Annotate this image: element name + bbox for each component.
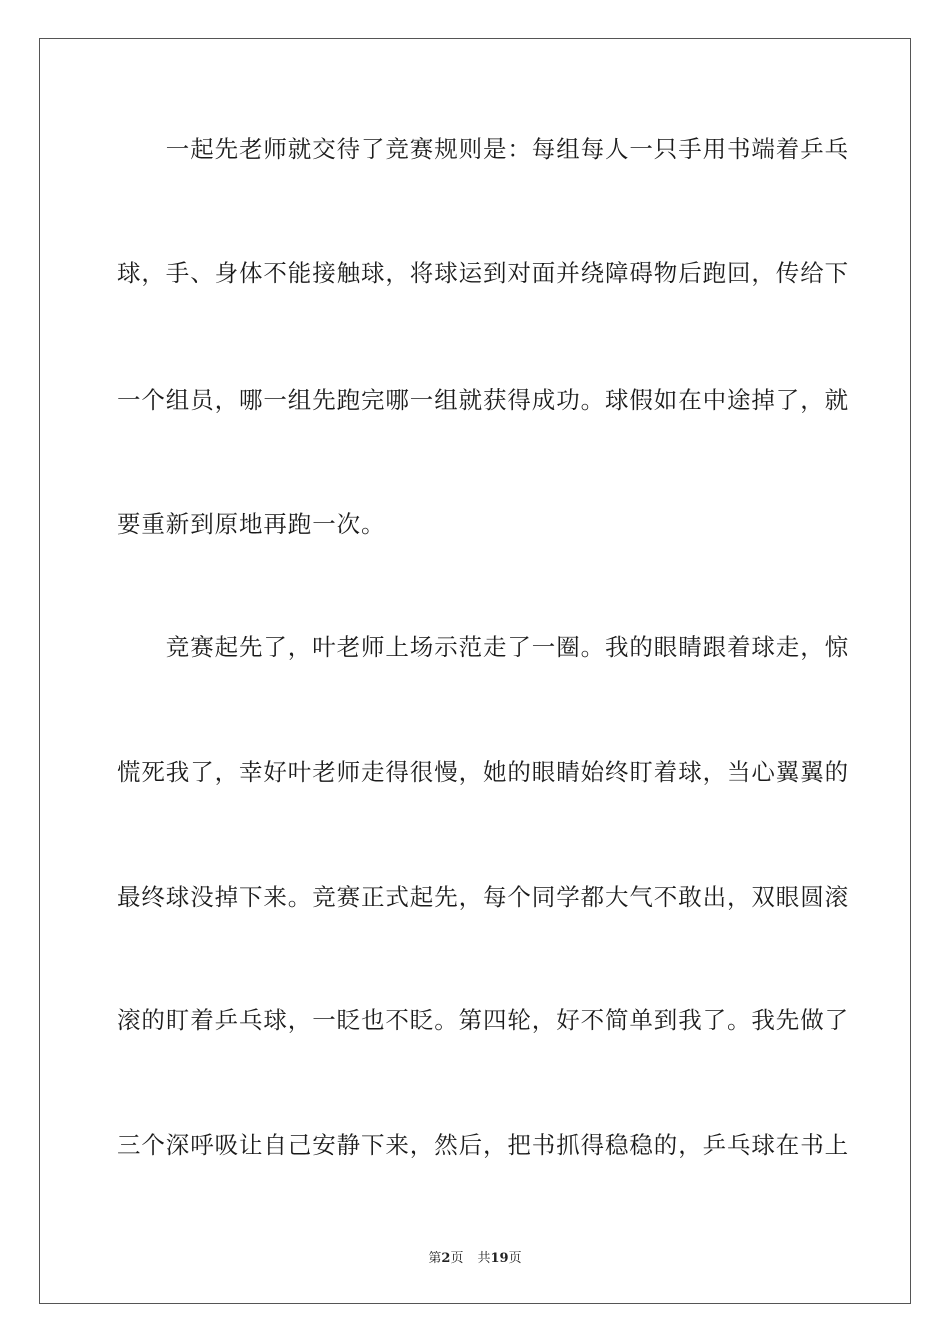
page-footer [0,1247,950,1266]
page-suffix: 页 [450,1251,464,1266]
total-suffix: 页 [508,1251,522,1266]
text-line-3: 一个组员，哪一组先跑完哪一组就获得成功。球假如在中途掉了，就 [117,386,849,414]
total-pages: 19 [490,1251,509,1266]
text-line-1: 一起先老师就交待了竞赛规则是：每组每人一只手用书端着乒乓 [117,135,849,163]
text-line-4: 要重新到原地再跑一次。 [117,510,386,538]
page-number: 2 [441,1251,451,1266]
text-line-5: 竞赛起先了，叶老师上场示范走了一圈。我的眼睛跟着球走，惊 [117,633,849,661]
page-prefix: 第 [428,1251,442,1266]
text-line-8: 滚的盯着乒乓球，一眨也不眨。第四轮，好不简单到我了。我先做了 [117,1006,849,1034]
text-line-6: 慌死我了，幸好叶老师走得很慢，她的眼睛始终盯着球，当心翼翼的 [117,758,849,786]
text-line-9: 三个深呼吸让自己安静下来，然后，把书抓得稳稳的，乒乓球在书上 [117,1131,849,1159]
total-prefix: 共 [477,1251,491,1266]
page-frame [39,38,911,1304]
text-line-2: 球，手、身体不能接触球，将球运到对面并绕障碍物后跑回，传给下 [117,259,849,287]
text-line-7: 最终球没掉下来。竞赛正式起先，每个同学都大气不敢出，双眼圆滚 [117,883,849,911]
